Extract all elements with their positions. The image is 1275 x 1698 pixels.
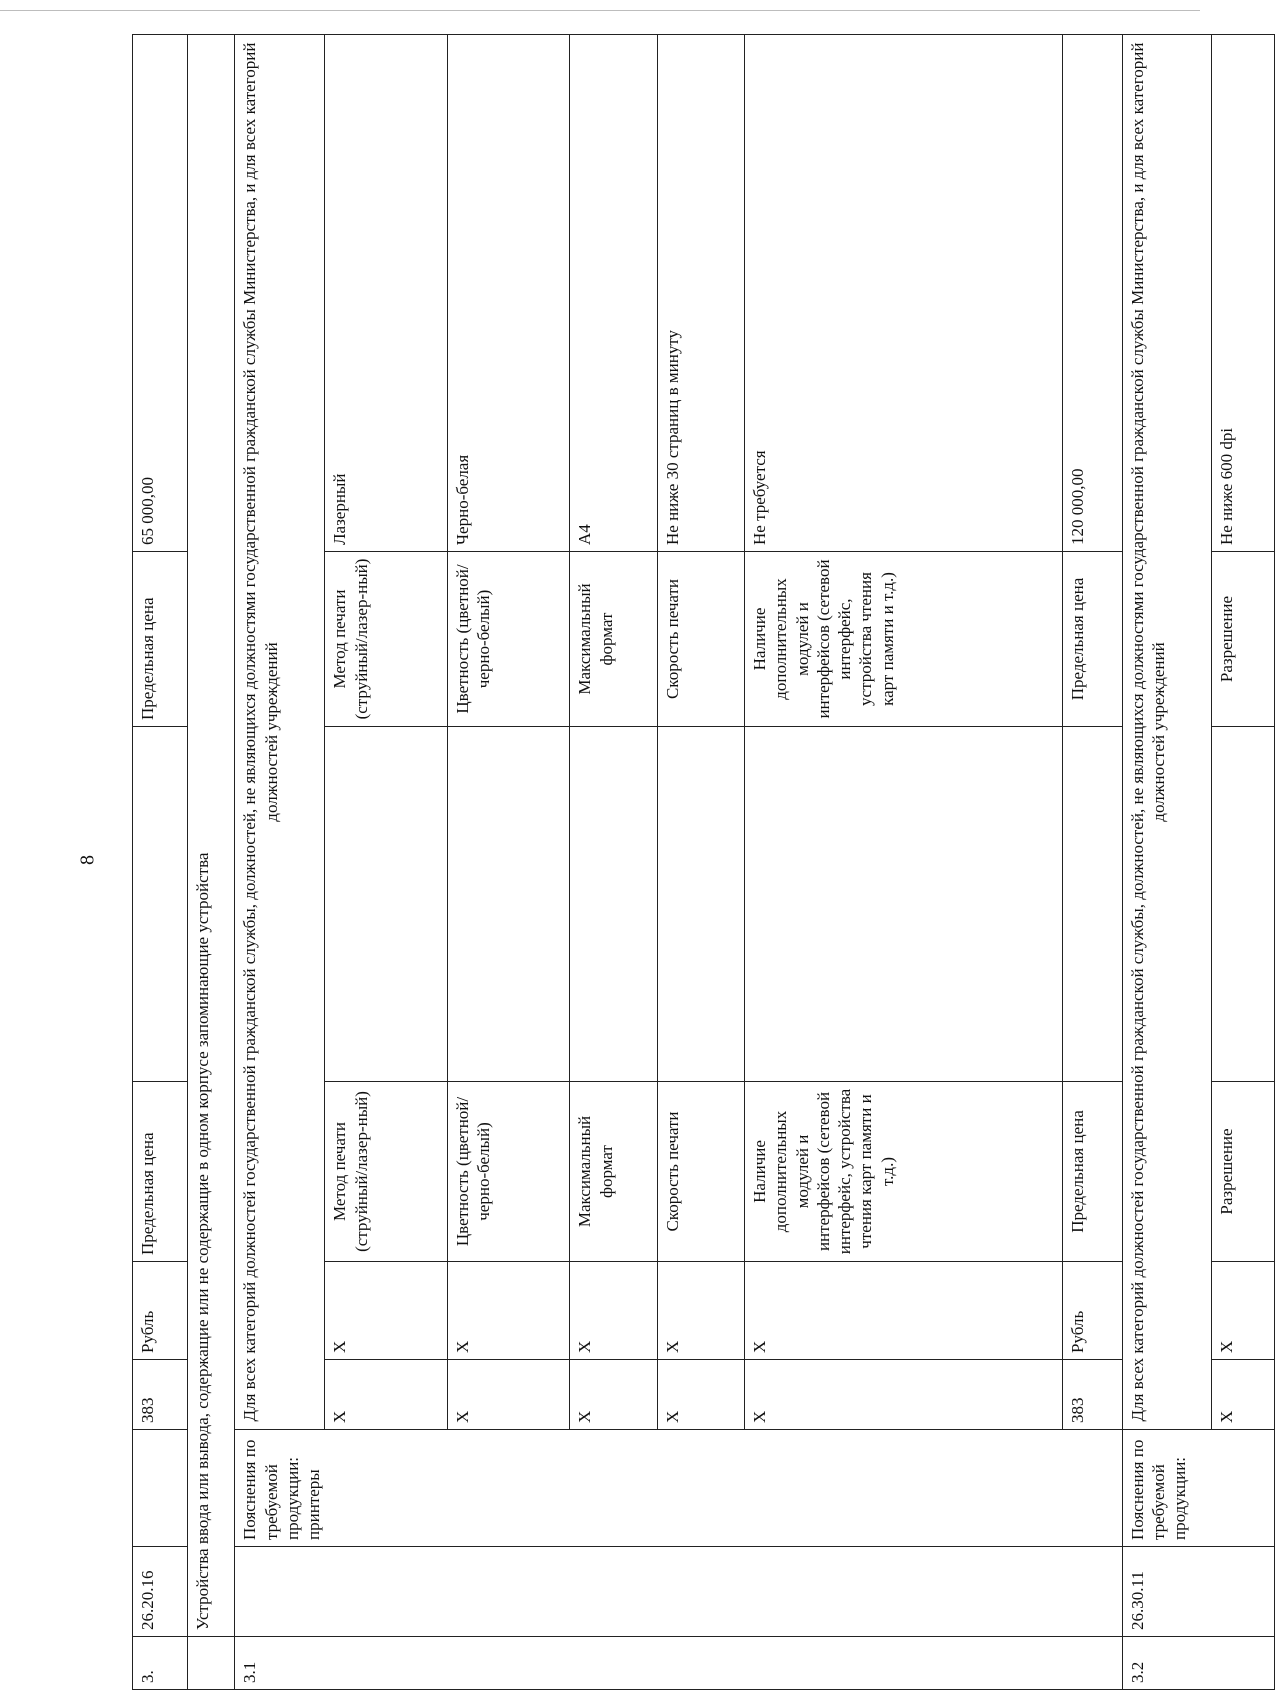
value: Черно-белая — [447, 35, 569, 552]
okei-code: X — [325, 1360, 447, 1430]
characteristic: Цветность (цветной/черно-белый) — [447, 1082, 569, 1262]
unit: Рубль — [133, 1262, 188, 1360]
product-note: Пояснения по требуемой продукции: — [1122, 1430, 1275, 1547]
characteristic-2: Предельная цена — [133, 552, 188, 727]
table-row-3 — [133, 35, 188, 1690]
unit: X — [657, 1262, 744, 1360]
characteristic: Наличие дополнительных модулей и интерфейсов (сетевой интерфейс, устройства чтения карт памяти и т.д.) — [745, 1082, 1062, 1262]
characteristic-2: Максимальный формат — [570, 552, 657, 727]
characteristic-2: Разрешение — [1212, 552, 1275, 727]
characteristic: Скорость печати — [657, 1082, 744, 1262]
scan-edge-line — [0, 10, 1200, 11]
row-number: 3. — [133, 1637, 188, 1690]
unit: X — [1212, 1262, 1275, 1360]
characteristic: Предельная цена — [133, 1082, 188, 1262]
value: Не ниже 600 dpi — [1212, 35, 1275, 552]
value: Не ниже 30 страниц в минуту — [657, 35, 744, 552]
okei-code: X — [657, 1360, 744, 1430]
unit: X — [325, 1262, 447, 1360]
unit: Рубль — [1062, 1262, 1122, 1360]
category-scope: Для всех категорий должностей государственной гражданской службы, должностей, не являющихся должностями государственной гражданской службы Министерства, и для всех категорий должностей учреждений — [1122, 35, 1212, 1430]
table-row-3-2 — [1122, 35, 1212, 1690]
table-row-3-1 — [235, 35, 325, 1690]
okei-code: 383 — [1062, 1360, 1122, 1430]
okei-code: X — [1212, 1360, 1275, 1430]
category-scope: Для всех категорий должностей государственной гражданской службы, должностей, не являющихся должностями государственной гражданской службы Министерства, и для всех категорий должностей учреждений — [235, 35, 325, 1430]
value: А4 — [570, 35, 657, 552]
unit: X — [570, 1262, 657, 1360]
characteristic-2: Метод печати (струйный/лазер-ный) — [325, 552, 447, 727]
unit: X — [447, 1262, 569, 1360]
okei-code: X — [447, 1360, 569, 1430]
value: 120 000,00 — [1062, 35, 1122, 552]
characteristic: Разрешение — [1212, 1082, 1275, 1262]
okei-code: 383 — [133, 1360, 188, 1430]
group-header: Устройства ввода или вывода, содержащие или не содержащие в одном корпусе запоминающие устройства — [187, 35, 234, 1637]
okpd-code: 26.20.16 — [133, 1547, 188, 1637]
group-header-row — [187, 35, 234, 1690]
value: Лазерный — [325, 35, 447, 552]
characteristic: Максимальный формат — [570, 1082, 657, 1262]
specification-table — [132, 34, 1275, 1690]
product-note: Пояснения по требуемой продукции: принтеры — [235, 1430, 1122, 1547]
okei-code: X — [745, 1360, 1062, 1430]
characteristic-2: Цветность (цветной/черно-белый) — [447, 552, 569, 727]
rotated-table-wrapper — [132, 35, 1275, 1690]
row-number: 3.1 — [235, 1637, 1122, 1690]
page-number: 8 — [76, 855, 99, 865]
characteristic-2: Наличие дополнительных модулей и интерфейсов (сетевой интерфейс, устройства чтения карт памяти и т.д.) — [745, 552, 1062, 727]
unit: X — [745, 1262, 1062, 1360]
row-number: 3.2 — [1122, 1637, 1275, 1690]
okei-code: X — [570, 1360, 657, 1430]
value: 65 000,00 — [133, 35, 188, 552]
value: Не требуется — [745, 35, 1062, 552]
characteristic-2: Предельная цена — [1062, 552, 1122, 727]
characteristic: Предельная цена — [1062, 1082, 1122, 1262]
okpd-code: 26.30.11 — [1122, 1547, 1275, 1637]
characteristic: Метод печати (струйный/лазер-ный) — [325, 1082, 447, 1262]
characteristic-2: Скорость печати — [657, 552, 744, 727]
